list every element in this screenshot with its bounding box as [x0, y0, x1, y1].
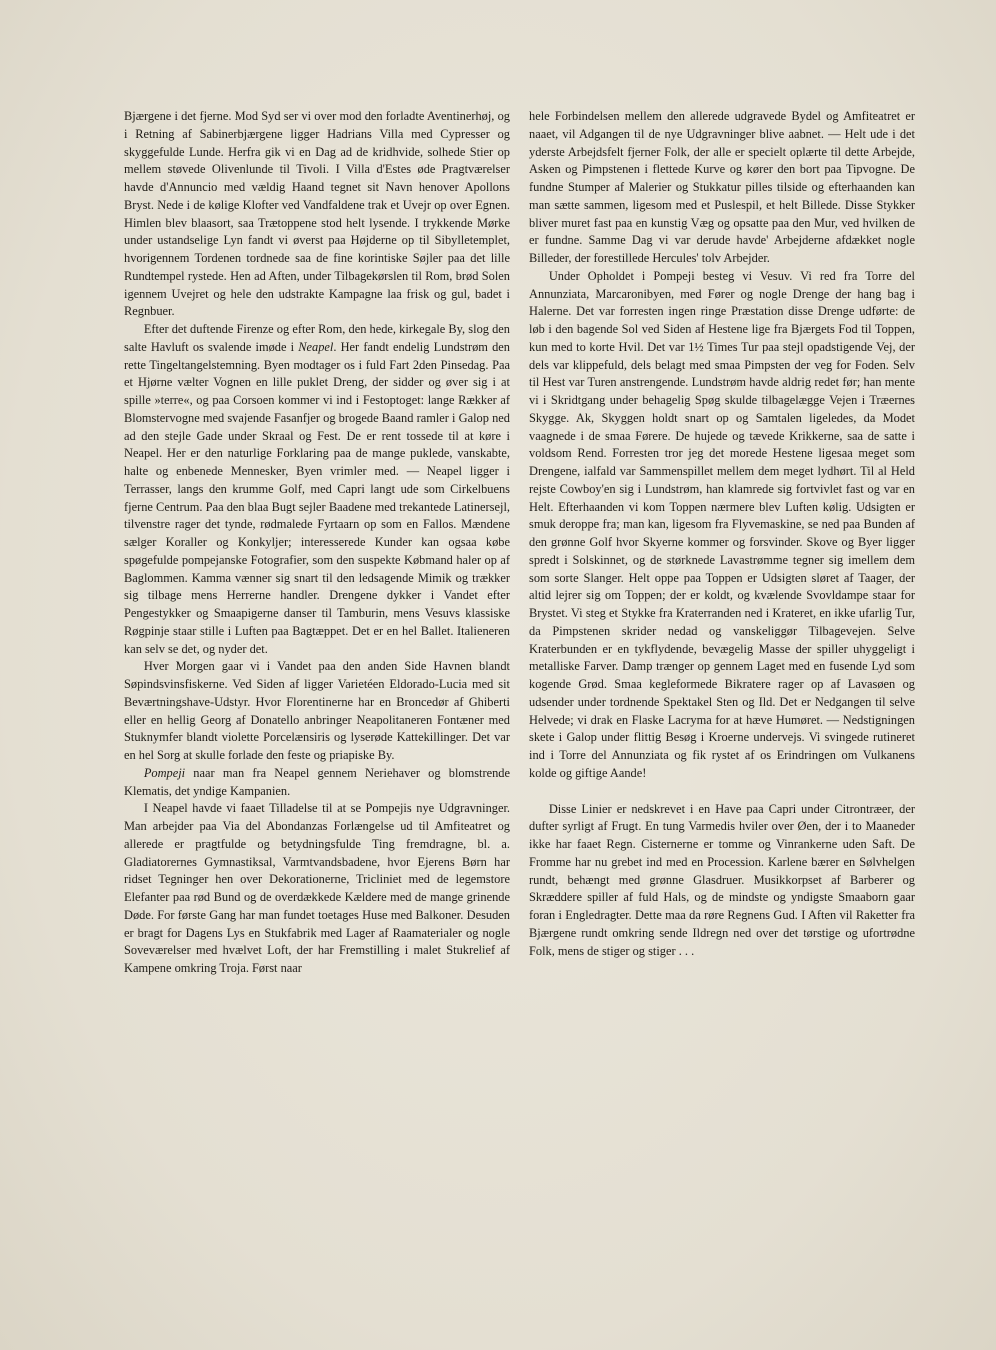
paragraph: Bjærgene i det fjerne. Mod Syd ser vi over mod den forladte Aventinerhøj, og i Retning af Sabinerbjærgene ligger Hadrians Villa med Cypresser og skyggefulde Lunde. Herfra gik vi en Dag ad de kridhvide, solhede Stier op mellem støvede Olivenlunde til Tivoli. I Villa d'Estes øde Pragtværelser havde d'Annuncio med vældig Haand tegnet sit Navn henover Apollons Bryst. Nede i de kølige Klofter ved Vandfaldene trak et Uvejr op over Egnen. Himlen blev blaasort, saa Trætoppene stod helt lysende. I trykkende Mørke under ustandselige Lyn fandt vi øverst paa Højderne op til Sibylletemplet, hvorigennem Tordenen tordnede saa de fine korintiske Søjler paa det lille Rundtempel rystede. Hen ad Aften, under Tilbagekørslen til Rom, brød Solen igennem Uvejret og hele den udstrakte Kampagne laa frisk og gul, badet i Regnbuer. [124, 109, 510, 319]
text-run: . Her fandt endelig Lundstrøm den rette Tingeltangelstemning. Byen modtager os i fuld Fart 2den Pinsedag. Paa et Hjørne vælter Vognen en lille puklet Dreng, der sidder og øver sig i at spille »terre«, og paa Corsoen kommer vi ind i Festoptoget: lange Rækker af Blomstervogne med svajende Fasanfjer og brogede Baand ramler i Galop ned ad den stejle Gade under Skraal og Fest. De er rent tossede til at køre i Neapel. Her er den naturlige Forklaring paa de mange puklede, vanskabte, halte og enbenede Mennesker, Byen vrimler med. — Neapel ligger i Terrasser, langs den krumme Golf, med Capri langt ude som Cirkelbuens fjerne Centrum. Paa den blaa Bugt sejler Baadene med trekantede Latinersejl, tilvenstre rager det tynde, rødmalede Fyrtaarn op som en Fallos. Mændene sælger Koraller og Konkyljer; interesserede Kunder kan ogsaa købe spøgefulde pompejanske Fotografier, som den suspekte Købmand haler op af Baglommen. Kamma vænner sig snart til den ledsagende Mimik og trækker sig tilbage mens Herrerne handler. Drengene dykker i Vandet efter Pengestykker og Smaapigerne danser til Tamburin, mens Vesuvs klassiske Røgpinje staar stille i Luften paa Bagtæppet. Det er en hel Ballet. Italieneren kan selv se det, og nyder det. [124, 339, 510, 656]
place-name-italic: Neapel [298, 339, 334, 354]
paragraph: Under Opholdet i Pompeji besteg vi Vesuv. Vi red fra Torre del Annunziata, Marcaronibyen, med Fører og nogle Drenge der hang bag i Halerne. Det var forresten ingen ringe Præstation disse Drenge udførte: de løb i den bagende Sol ved Siden af Hestene lige fra Bjærgets Fod til Toppen, kun med to korte Hvil. Det var 1½ Times Tur paa stejl opadstigende Vej, der dels var klippefuld, dels belagt med smaa Pimpsten der veg for Foden. Selv til Hest var Turen anstrengende. Lundstrøm havde aldrig redet før; han mente vi i Skridtgang under behagelig Spøg skulde tilbagelægge Vejen i Træernes Skygge. Ak, Skyggen holdt snart op og Samtalen ligeledes, da Modet vaagnede i de smaa Førere. De hujede og tævede Krikkerne, saa de satte i voldsom Rend. Forresten tror jeg det morede Hestene ligesaa meget som Drengene, ialfald var Sammenspillet mellem dem meget lydhørt. Til al Held rejste Cowboy'en sig i Lundstrøm, han klamrede sig fortvivlet fast og var en Helt. Efterhaanden vi kom Toppen nærmere blev Luften kølig. Udsigten er smuk deroppe fra; man kan, ligesom fra Flyvemaskine, se ned paa Bunden af den grønne Golf hvor Skyerne kommer og forsvinder. Skove og Byer ligger spredt i Solskinnet, og de størknede Lavastrømme tegner sig imellem dem som sorte Slanger. Helt oppe paa Toppen er Udsigten sløret af Taager, der altid lejrer sig om Toppen; der er koldt, og kvælende Svovldampe staar for Brystet. Vi steg et Stykke fra Kraterranden ned i Krateret, en ikke ufarlig Tur, da Pimpstenen skrider nedad og vanskeliggør Tilbagevejen. Selve Kraterbunden er en tykflydende, bevægelig Masse der spiller uhyggeligt i metalliske Farver. Damp trænger op gennem Laget med en fusende Lyd som kogende Grød. Smaa kegleformede Bikratere rager op af Lavasøen og udsender under tordnende Spektakel Sten og Ild. Det er Nedgangen til selve Helvede; vi drak en Flaske Lacryma for at hæve Humøret. — Nedstigningen skete i Galop under flittig Besøg i Kroerne undervejs. Vi svingede rutineret ind i Torre del Annunziata og fik rystet af os Erindringen om Vulkanens kolde og giftige Aande! [529, 268, 915, 780]
text-run: naar man fra Neapel gennem Neriehaver og blomstrende Klematis, det yndige Kampanien. [124, 765, 510, 798]
paragraph [124, 765, 510, 801]
left-text-column [124, 108, 510, 978]
paragraph: hele Forbindelsen mellem den allerede udgravede Bydel og Amfiteatret er naaet, vil Adgangen til de nye Udgravninger blive aabnet. — Helt ude i det yderste Arbejdsfelt fjerner Folk, der alle er specielt oplærte til dette Arbejde, Asken og Pimpstenen i flettede Kurve og kører den bort paa Tipvogne. De fundne Stumper af Malerier og Stukkatur pilles tilside og efterhaanden kan man sætte sammen, ligesom med et Puslespil, et helt Billede. Disse Stykker bliver muret fast paa en kunstig Væg og opsatte paa den Mur, ved hvilken de er fundne. Samme Dag vi var derude havde' Arbejderne afdækket nogle Billeder, der forestillede Hercules' tolv Arbejder. [529, 109, 915, 265]
paragraph: Hver Morgen gaar vi i Vandet paa den anden Side Havnen blandt Søpindsvinsfiskerne. Ved Siden af ligger Varietéen Eldorado-Lucia med sit Beværtningshave-Udstyr. Hvor Florentinerne har en Broncedør af Ghiberti eller en hellig Georg af Donatello anbringer Neapolitaneren Fontæner med Stuknymfer blandt violette Porcelænsiris og lyserøde Kattekillinger. Det var en hel Sorg at skulle forlade den feste og priapiske By. [124, 659, 510, 762]
paragraph: Disse Linier er nedskrevet i en Have paa Capri under Citrontræer, der dufter syrligt af Frugt. En tung Varmedis hviler over Øen, der i to Maaneder ikke har faaet Regn. Cisternerne er tomme og Vinrankerne uden Saft. De Fromme har nu grebet ind med en Procession. Karlene bærer en Sølvhelgen rundt, behængt med grønne Glasdruer. Musikkorpset af Barberer og Skræddere spiller af fuld Hals, og de mindste og yndigste Smaaborn gaar foran i Engledragter. Dette maa da røre Regnens Gud. I Aften vil Raketter fra Bjærgene rundt omkring sende Ildregn ned over det tørstige og ufortrødne Folk, mens de stiger og stiger . . . [529, 801, 915, 958]
place-name-italic: Pompeji [143, 765, 186, 780]
text-run: Efter det duftende Firenze og efter Rom, den hede, kirkegale By, slog den salte Havluft os svalende imøde i [124, 322, 510, 354]
paragraph: I Neapel havde vi faaet Tilladelse til at se Pompejis nye Udgravninger. Man arbejder paa Via del Abondanzas Forlængelse ud til Amfiteatret og allerede er pragtfulde og betydningsfulde Ting fremdragne, bl. a. Gladiatorernes Gymnastiksal, Varmtvandsbadene, hvor Ejerens Børn har ridset Tegninger hen over Dekorationerne, Tricliniet med de legemstore Elefanter paa rød Bund og de overdækkede Kældere med de mange grinende Døde. For første Gang har man fundet toetages Huse med Balkoner. Desuden er bragt for Dagens Lys en Stukfabrik med Lager af Raamaterialer og nogle Soveværelser med hvælvet Loft, der har Fremstilling i malet Stukrelief af Kampene omkring Troja. Først naar [124, 801, 510, 975]
right-text-column [529, 108, 915, 960]
paragraph [124, 321, 510, 658]
